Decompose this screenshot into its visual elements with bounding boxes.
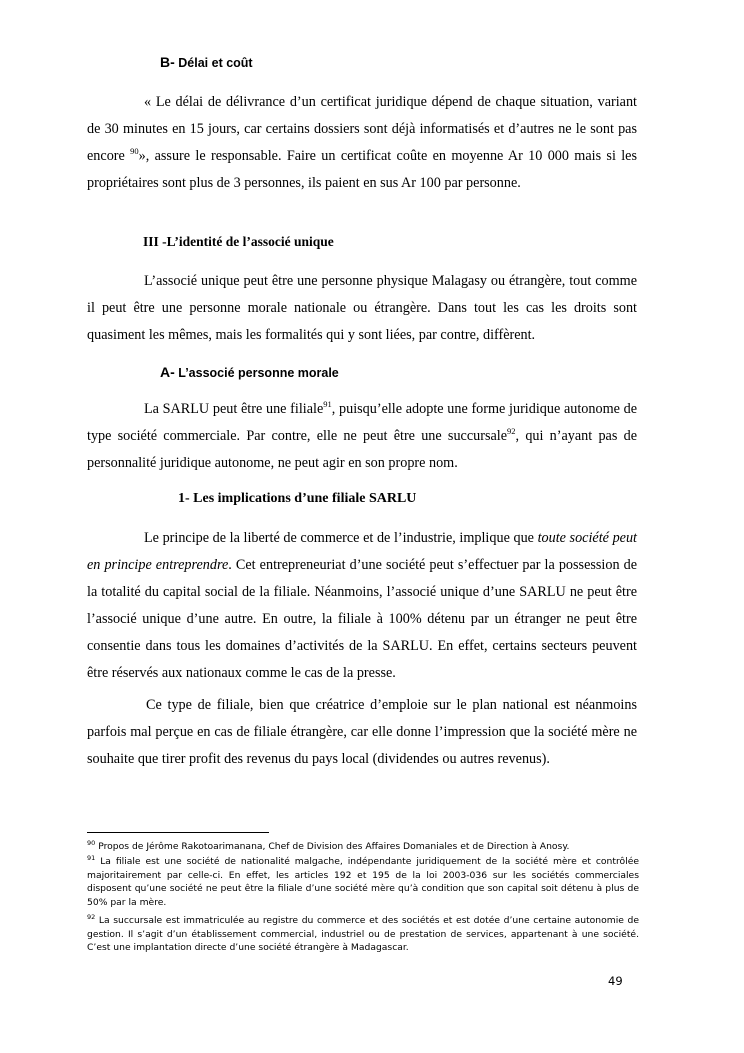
section-heading-a [160, 364, 339, 380]
footnote-90: $^{90}$ Propos de Jérôme Rakotoarimanana, Chef de Division des Affaires Domaniales et de Direction à Anosy. [87, 839, 570, 852]
section-heading-iii: III -L’identité de l’associé unique [143, 234, 334, 249]
footnote-divider [87, 832, 269, 833]
footnote-ref-91[interactable]: 91 [323, 399, 332, 409]
section-heading-1: 1- Les implications d’une filiale SARLU [178, 491, 417, 506]
paragraph-implications: Le principe de la liberté de commerce et de l’industrie, implique que toute société peut en principe entreprendre. Cet entrepreneuriat d’une société peut s’effectuer par la possession de la totalité du capital social de la filiale. Néanmoins, l’associé unique d’une SARLU ne peut être l’associé unique d’une autre. En outre, la filiale à 100% détenu par un étranger ne peut être consentie dans tous les domaines d’activités de la SARLU. En effet, certains secteurs peuvent être réservés aux nationaux comme le cas de la presse. [87, 530, 637, 681]
section-title: Délai et coût [178, 56, 253, 70]
page-number: 49 [608, 974, 623, 988]
footnote-number: 90 [87, 839, 96, 847]
italic-phrase: toute société peut en principe entreprendre [87, 530, 637, 573]
section-title: L’associé personne morale [178, 366, 339, 380]
footnote-number: 92 [87, 913, 96, 921]
section-label: A- [160, 364, 175, 380]
paragraph-type-filiale: Ce type de filiale, bien que créatrice d’emploie sur le plan national est néanmoins parfois mal perçue en cas de filiale étrangère, car elle donne l’impression que la société mère ne souhaite que tirer profit des revenus du pays local (dividendes ou autres revenus). [87, 697, 637, 767]
footnote-ref-90[interactable]: 90 [130, 146, 139, 156]
footnote-91: $^{91}$ La filiale est une société de nationalité malgache, indépendante juridiquement de la société mère et contrôlée majoritairement par celle-ci. En effet, les articles 192 et 195 de la loi 2003-036 sur les sociétés commerciales disposent qu’une société ne peut être la filiale d’une société mère qu’à condition que son capital soit détenu à plus de 50% par la mère. [87, 854, 640, 908]
footnote-ref-92[interactable]: 92 [507, 426, 516, 436]
section-label: B- [160, 54, 175, 70]
paragraph-filiale: La SARLU peut être une filiale$^{91}$, puisqu’elle adopte une forme juridique autonome de type société commerciale. Par contre, elle ne peut être une succursale$^{92}$, qui n’ayant pas de personnalité juridique autonome, ne peut agir en son propre nom. [87, 399, 637, 471]
footnote-number: 91 [87, 854, 96, 862]
section-heading-b [160, 54, 253, 70]
paragraph-delai: « Le délai de délivrance d’un certificat juridique dépend de chaque situation, variant de 30 minutes en 15 jours, car certains dossiers sont déjà informatisés et d’autres ne le sont pas encore $^{90}$», assure le responsable. Faire un certificat coûte en moyenne Ar 10 000 mais si les propriétaires sont plus de 3 personnes, ils paient en sus Ar 100 par personne. [87, 94, 637, 191]
footnote-92: $^{92}$ La succursale est immatriculée au registre du commerce et des sociétés et est dotée d’une certaine autonomie de gestion. Il s’agit d’un établissement commercial, industriel ou de prestation de services, appartenant à une société. C’est une implantation directe d’une société étrangère à Madagascar. [87, 913, 639, 954]
paragraph-associe-unique: L’associé unique peut être une personne physique Malagasy ou étrangère, tout comme il peut être une personne morale nationale ou étrangère. Dans tout les cas les droits sont quasiment les mêmes, mais les formalités qui y sont liées, par contre, diffèrent. [87, 273, 637, 343]
